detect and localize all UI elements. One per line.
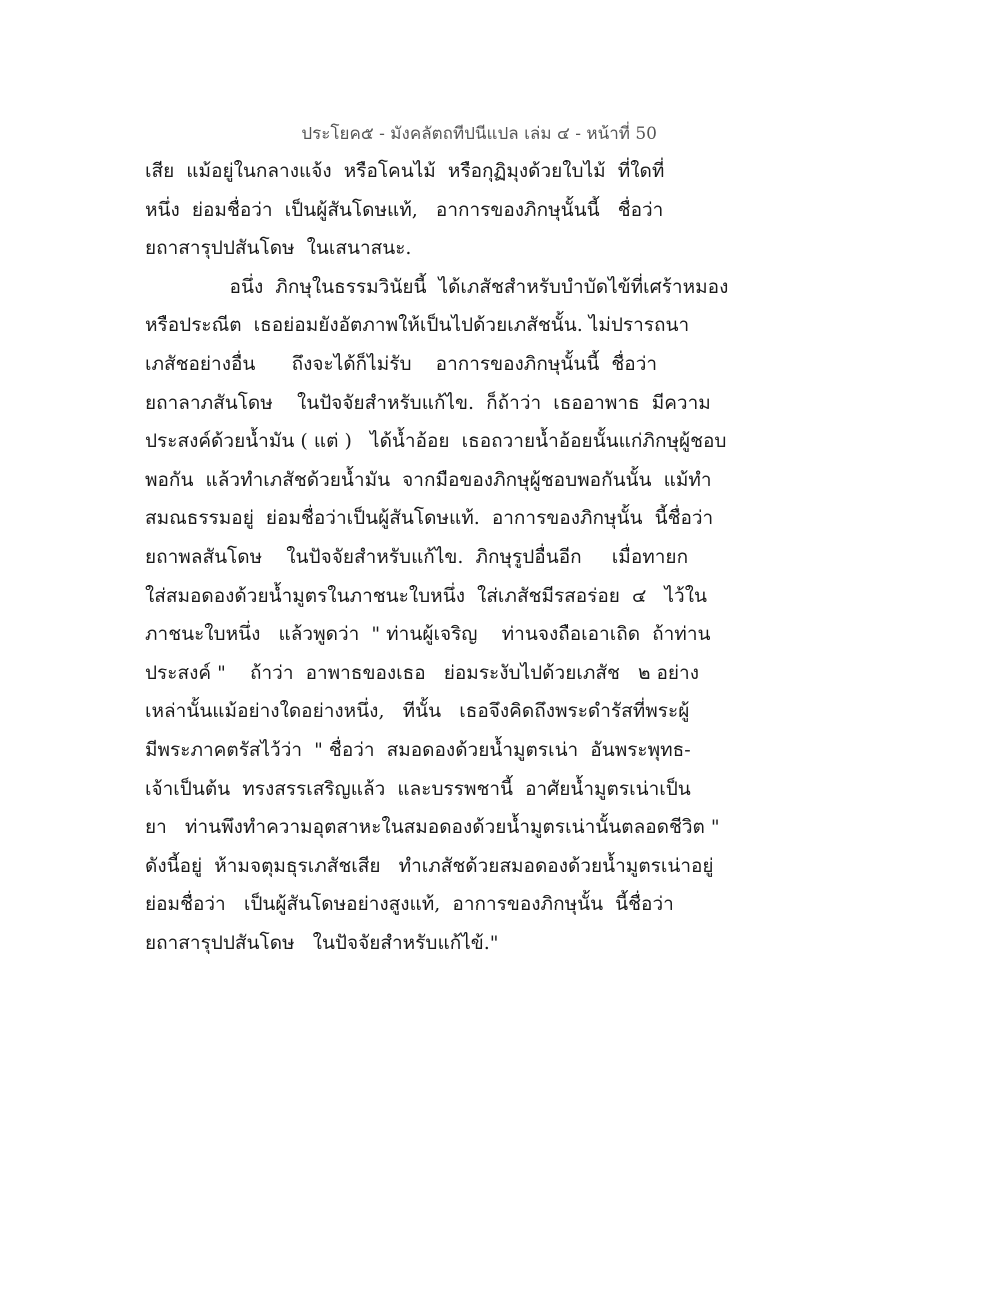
text-line: ประสงค์ด้วยน้ำมัน ( แต่ ) ได้น้ำอ้อย เธอถวายน้ำอ้อยนั้นแก่ภิกษุผู้ชอบ bbox=[145, 430, 727, 453]
text-line: ยถาพลสันโดษ ในปัจจัยสำหรับแก้ไข. ภิกษุรูปอื่นอีก เมื่อทายก bbox=[145, 545, 689, 568]
text-line: ประสงค์ " ถ้าว่า อาพาธของเธอ ย่อมระงับไปด้วยเภสัช ๒ อย่าง bbox=[145, 661, 700, 684]
text-line: พอกัน แล้วทำเภสัชด้วยน้ำมัน จากมือของภิกษุผู้ชอบพอกันนั้น แม้ทำ bbox=[145, 468, 712, 491]
text-line: ย่อมชื่อว่า เป็นผู้สันโดษอย่างสูงแท้, อาการของภิกษุนั้น นี้ชื่อว่า bbox=[145, 893, 674, 916]
text-line: เภสัชอย่างอื่น ถึงจะได้ก็ไม่รับ อาการของภิกษุนั้นนี้ ชื่อว่า bbox=[145, 352, 658, 375]
running-header: ประโยค๕ - มังคลัตถทีปนีแปล เล่ม ๔ - หน้าที่ 50 bbox=[301, 124, 657, 144]
body-text bbox=[145, 152, 865, 962]
text-line: ดังนี้อยู่ ห้ามจตุมธุรเภสัชเสีย ทำเภสัชด้วยสมอดองด้วยน้ำมูตรเน่าอยู่ bbox=[145, 854, 714, 877]
text-line: เหล่านั้นแม้อย่างใดอย่างหนึ่ง, ทีนั้น เธอจึงคิดถึงพระดำรัสที่พระผู้ bbox=[145, 700, 690, 723]
text-line: สมณธรรมอยู่ ย่อมชื่อว่าเป็นผู้สันโดษแท้. อาการของภิกษุนั้น นี้ชื่อว่า bbox=[145, 507, 714, 530]
text-line: หนึ่ง ย่อมชื่อว่า เป็นผู้สันโดษแท้, อาการของภิกษุนั้นนี้ ชื่อว่า bbox=[145, 198, 664, 221]
text-line: เสีย แม้อยู่ในกลางแจ้ง หรือโคนไม้ หรือกุฏิมุงด้วยใบไม้ ที่ใดที่ bbox=[145, 160, 665, 182]
text-line: มีพระภาคตรัสไว้ว่า " ชื่อว่า สมอดองด้วยน้ำมูตรเน่า อันพระพุทธ- bbox=[145, 738, 691, 761]
text-line: ยา ท่านพึงทำความอุตสาหะในสมอดองด้วยน้ำมูตรเน่านั้นตลอดชีวิต " bbox=[145, 816, 720, 839]
text-line: เจ้าเป็นต้น ทรงสรรเสริญแล้ว และบรรพชานี้ อาศัยน้ำมูตรเน่าเป็น bbox=[145, 777, 691, 800]
text-line: ใส่สมอดองด้วยน้ำมูตรในภาชนะใบหนึ่ง ใส่เภสัชมีรสอร่อย ๔ ไว้ใน bbox=[145, 584, 707, 607]
text-line: ภาชนะใบหนึ่ง แล้วพูดว่า " ท่านผู้เจริญ ท่านจงถือเอาเถิด ถ้าท่าน bbox=[145, 623, 711, 646]
text-line: หรือประณีต เธอย่อมยังอัตภาพให้เป็นไปด้วยเภสัชนั้น. ไม่ปรารถนา bbox=[145, 314, 690, 337]
text-line: ยถาลาภสันโดษ ในปัจจัยสำหรับแก้ไข. ก็ถ้าว่า เธออาพาธ มีความ bbox=[145, 391, 711, 414]
text-line: ยถาสารุปปสันโดษ ในเสนาสนะ. bbox=[145, 237, 412, 260]
text-line: ยถาสารุปปสันโดษ ในปัจจัยสำหรับแก้ไข้." bbox=[145, 931, 499, 954]
text-line: อนึ่ง ภิกษุในธรรมวินัยนี้ ได้เภสัชสำหรับบำบัดไข้ที่เศร้าหมอง bbox=[145, 275, 729, 298]
